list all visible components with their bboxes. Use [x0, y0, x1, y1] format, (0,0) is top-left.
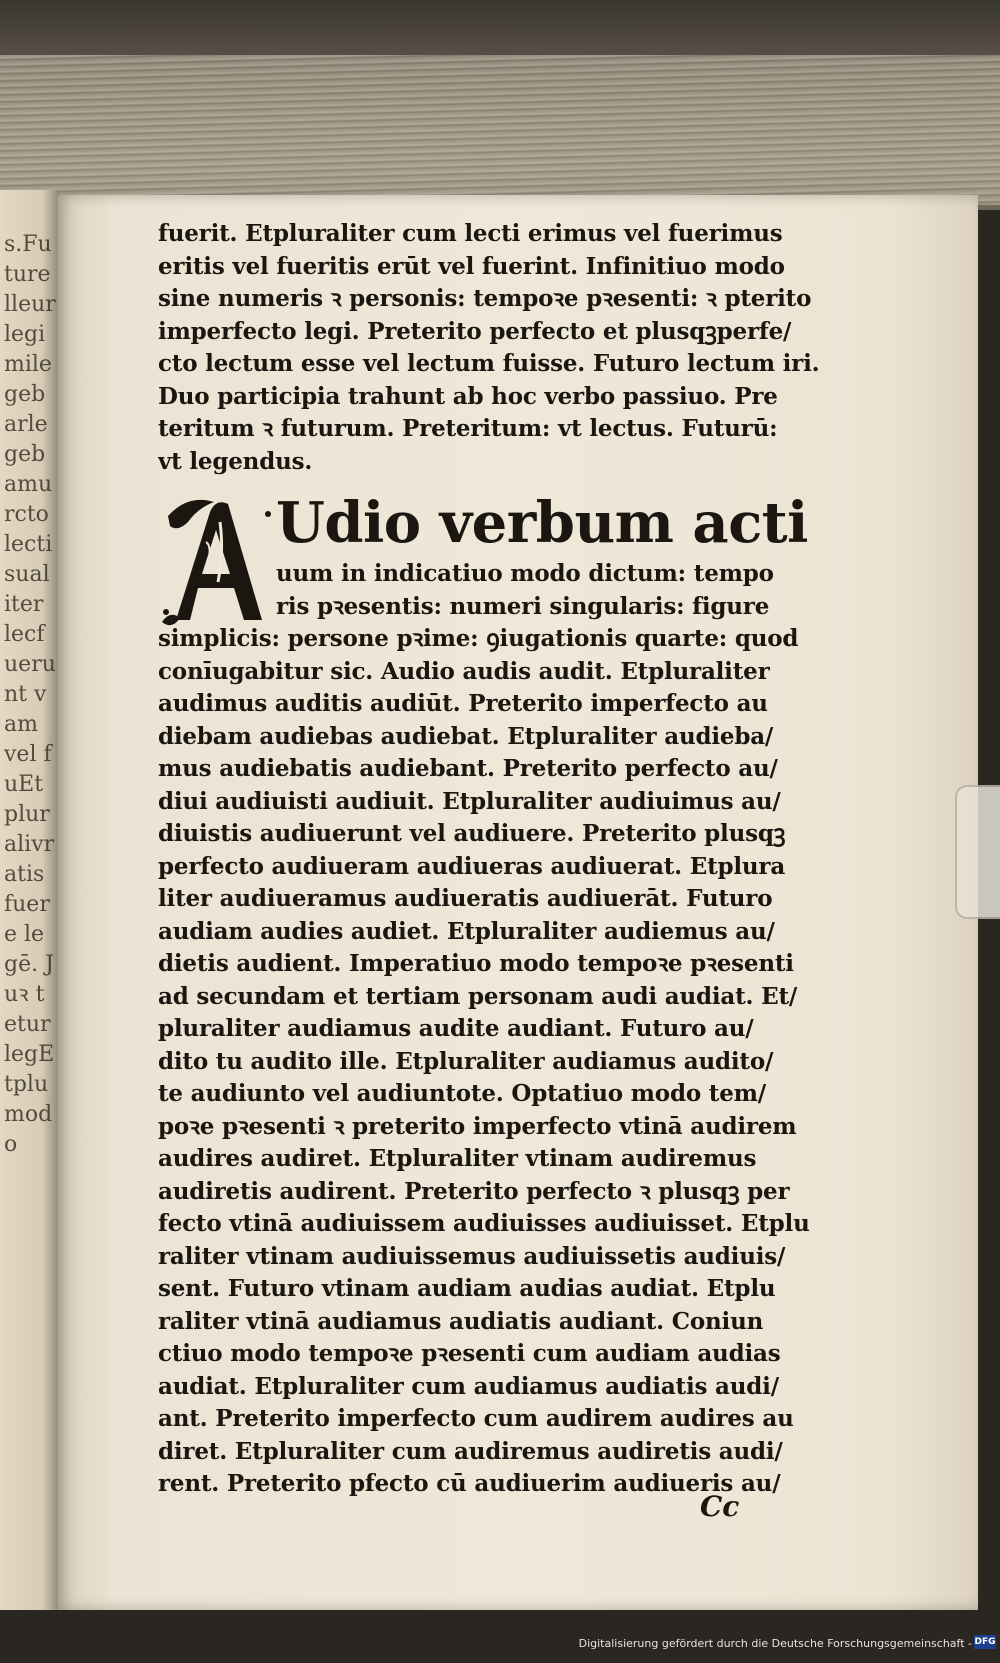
text-line: fuerit. Etpluraliter cum lecti erimus vel fuerimus	[158, 220, 783, 247]
text-line: diebam audiebas audiebat. Etpluraliter audieba/	[158, 722, 774, 750]
text-line: fecto vtinā audiuissem audiuisses audiuisset. Etplu	[158, 1210, 810, 1237]
text-line: audiat. Etpluraliter cum audiamus audiatis audi/	[158, 1372, 779, 1400]
text-line: imperfecto legi. Preterito perfecto et plusqꝫperfe/	[158, 317, 792, 345]
text-line: raliter vtinam audiuissemus audiuissetis audiuis/	[158, 1242, 786, 1270]
text-line: cto lectum esse vel lectum fuisse. Futuro lectum iri.	[158, 350, 820, 377]
text-line: mus audiebatis audiebant. Preterito perfecto au/	[158, 755, 778, 782]
text-line: ad secundam et tertiam personam audi audiat. Et/	[158, 982, 798, 1010]
text-line: sent. Futuro vtinam audiam audias audiat. Etplu	[158, 1275, 776, 1302]
decorated-initial-a	[158, 492, 276, 632]
text-line: vt legendus.	[158, 447, 313, 475]
signature-mark: Cc	[700, 1490, 740, 1523]
text-line: Duo participia trahunt ab hoc verbo passiuo. Pre	[158, 382, 778, 410]
page-text-block	[158, 218, 868, 1501]
text-line: uum in indicatiuo modo dictum: tempo	[276, 560, 774, 587]
left-page-text-fragment: s.Futurelleur legimilegebarlegebamurcto lectisualiter lecfuerunt vam vel fuEtpluralivratis fuere legē. Juꝛ tetur legEtplumodo	[4, 232, 56, 1157]
text-line: rent. Preterito pfecto cū audiuerim audiueris au/	[158, 1470, 781, 1497]
book-edge-top	[0, 0, 1000, 210]
text-line: ant. Preterito imperfecto cum audirem audires au	[158, 1405, 794, 1432]
text-line: te audiunto vel audiuntote. Optatiuo modo tem/	[158, 1080, 766, 1107]
text-line: ris pꝛesentis: numeri singularis: figure	[276, 592, 770, 620]
text-line: diui audiuisti audiuit. Etpluraliter audiuimus au/	[158, 787, 781, 815]
text-line: teritum ꝛ futurum. Preteritum: vt lectus. Futurū:	[158, 415, 778, 442]
text-line: diret. Etpluraliter cum audiremus audiretis audi/	[158, 1437, 783, 1465]
dfg-logo: DFG	[974, 1637, 996, 1647]
footer-bar	[0, 1625, 1000, 1663]
text-line: dietis audient. Imperatiuo modo tempoꝛe pꝛesenti	[158, 950, 794, 977]
text-line: simplicis: persone pꝛime: ꝯiugationis quarte: quod	[158, 625, 799, 652]
text-line: conīugabitur sic. Audio audis audit. Etpluraliter	[158, 657, 770, 685]
text-line: pluraliter audiamus audite audiant. Futuro au/	[158, 1015, 754, 1042]
text-line: diuistis audiuerunt vel audiuere. Preterito plusqꝫ	[158, 820, 786, 847]
text-line: raliter vtinā audiamus audiatis audiant. Coniun	[158, 1307, 764, 1335]
footer-credit: Digitalisierung gefördert durch die Deutsche Forschungsgemeinschaft -	[578, 1637, 972, 1650]
initial-letter: A	[158, 492, 159, 493]
left-page-edge	[0, 190, 60, 1610]
text-line: audiam audies audiet. Etpluraliter audiemus au/	[158, 917, 775, 945]
page-marker-tab	[955, 785, 1000, 919]
text-line: sine numeris ꝛ personis: tempoꝛe pꝛesenti: ꝛ pterito	[158, 285, 812, 312]
text-line: dito tu audito ille. Etpluraliter audiamus audito/	[158, 1047, 774, 1075]
text-line: audimus auditis audiūt. Preterito imperfecto au	[158, 690, 768, 717]
text-line: liter audiueramus audiueratis audiuerāt. Futuro	[158, 885, 773, 912]
text-line: audires audiret. Etpluraliter vtinam audiremus	[158, 1145, 757, 1172]
text-line: perfecto audiueram audiueras audiuerat. Etplura	[158, 852, 786, 880]
section-heading-block	[158, 488, 868, 623]
section-heading: Udio verbum acti	[276, 490, 808, 556]
text-line: audiretis audirent. Preterito perfecto ꝛ plusqꝫ per	[158, 1177, 790, 1205]
text-line: eritis vel fueritis erūt vel fuerint. Infinitiuo modo	[158, 252, 785, 280]
text-line: poꝛe pꝛesenti ꝛ preterito imperfecto vtinā audirem	[158, 1112, 797, 1140]
text-line: ctiuo modo tempoꝛe pꝛesenti cum audiam audias	[158, 1340, 781, 1367]
page-edges	[0, 55, 1000, 205]
